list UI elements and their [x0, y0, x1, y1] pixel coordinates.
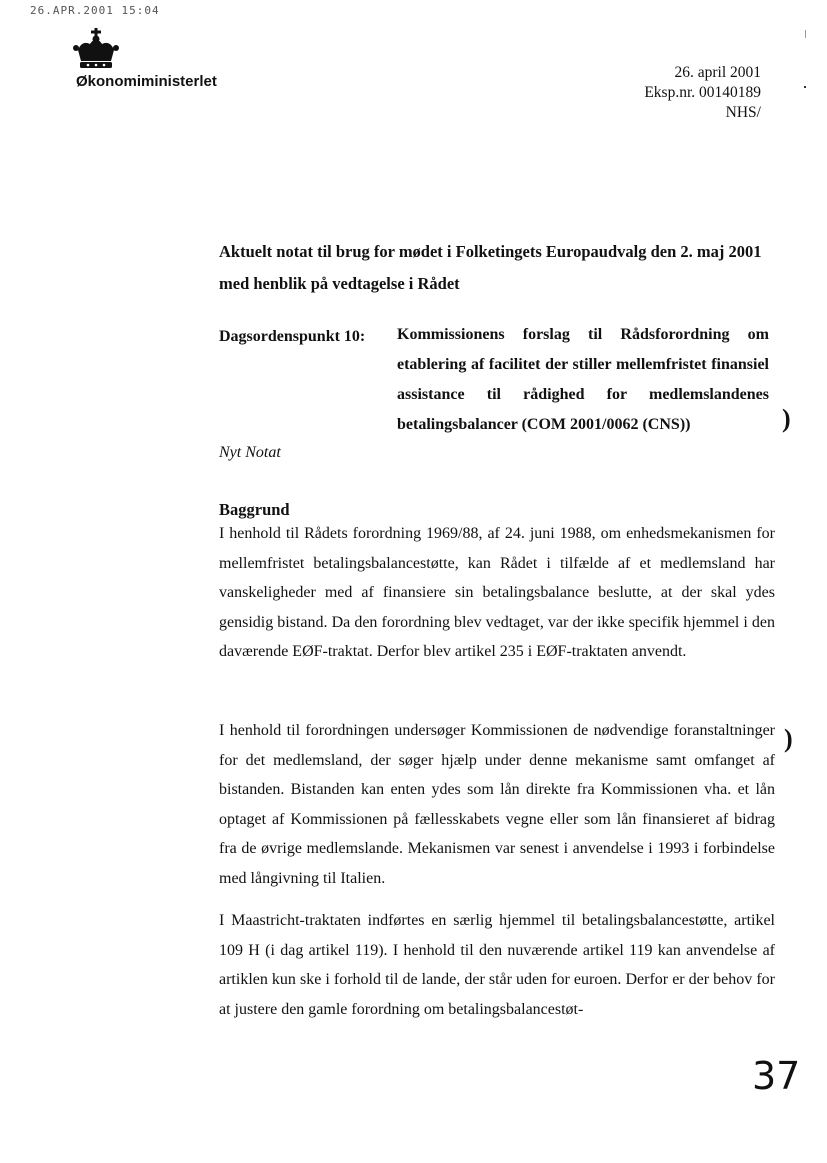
paragraph: I henhold til forordningen undersøger Kommissionen de nødvendige foranstaltninger for det medlemsland, der søger hjælp under denne mekanisme samt omfanget af bistanden. Bistanden kan enten ydes som lån direkte fra Kommissionen vha. et lån optaget af Kommissionen på fællesskabets vegne eller som lån finansieret af bidrag fra de øvrige medlemslande. Mekanismen var senest i anvendelse i 1993 i forbindelse med långivning til Italien.	[219, 722, 775, 887]
agenda-text: Kommissionens forslag til Rådsforordning om etablering af facilitet der stiller mellemfristet finansiel assistance til rådighed for medlemslandenes betalingsbalancer (COM 2001/0062 (CNS))	[397, 326, 769, 433]
document-reference: Eksp.nr. 00140189	[644, 84, 761, 101]
ministry-name: Økonomiministerlet	[76, 73, 217, 90]
margin-bracket-mark: )	[784, 724, 793, 753]
paragraph: I Maastricht-traktaten indførtes en særlig hjemmel til betalingsbalancestøtte, artikel 109 H (i dag artikel 119). I henhold til den nuværende artikel 119 kan anvendelse af artiklen kun ske i forhold til de lande, der står uden for euroen. Derfor er der behov for at justere den gamle forordning om betalingsbalancestøt-	[219, 912, 775, 1018]
page-number: 37	[752, 1054, 801, 1098]
paragraph: I henhold til Rådets forordning 1969/88, af 24. juni 1988, om enhedsmekanismen for mellemfristet betalingsbalancestøtte, kan Rådet i tilfælde af et medlemsland har vanskeligheder med af finansiere sin betalingsbalance beslutte, at der skal ydes gensidig bistand. Da den forordning blev vedtaget, var der ikke specifik hjemmel i den daværende EØF-traktat. Derfor blev artikel 235 i EØF-traktaten anvendt.	[219, 525, 775, 660]
document-title: Aktuelt notat til brug for mødet i Folketingets Europaudvalg den 2. maj 2001 med henblik på vedtagelse i Rådet	[219, 242, 762, 293]
fax-header: 26.APR.2001 15:04	[30, 4, 160, 17]
document-meta	[644, 63, 761, 123]
note-type: Nyt Notat	[219, 444, 281, 461]
document-date: 26. april 2001	[674, 64, 761, 81]
section-heading: Baggrund	[219, 500, 290, 519]
agenda-label: Dagsordenspunkt 10:	[219, 328, 366, 345]
margin-bracket-mark: )	[782, 404, 791, 433]
scan-speck	[804, 86, 806, 88]
crown-icon	[72, 28, 120, 72]
document-initials: NHS/	[725, 104, 761, 121]
scan-speck	[805, 30, 806, 38]
